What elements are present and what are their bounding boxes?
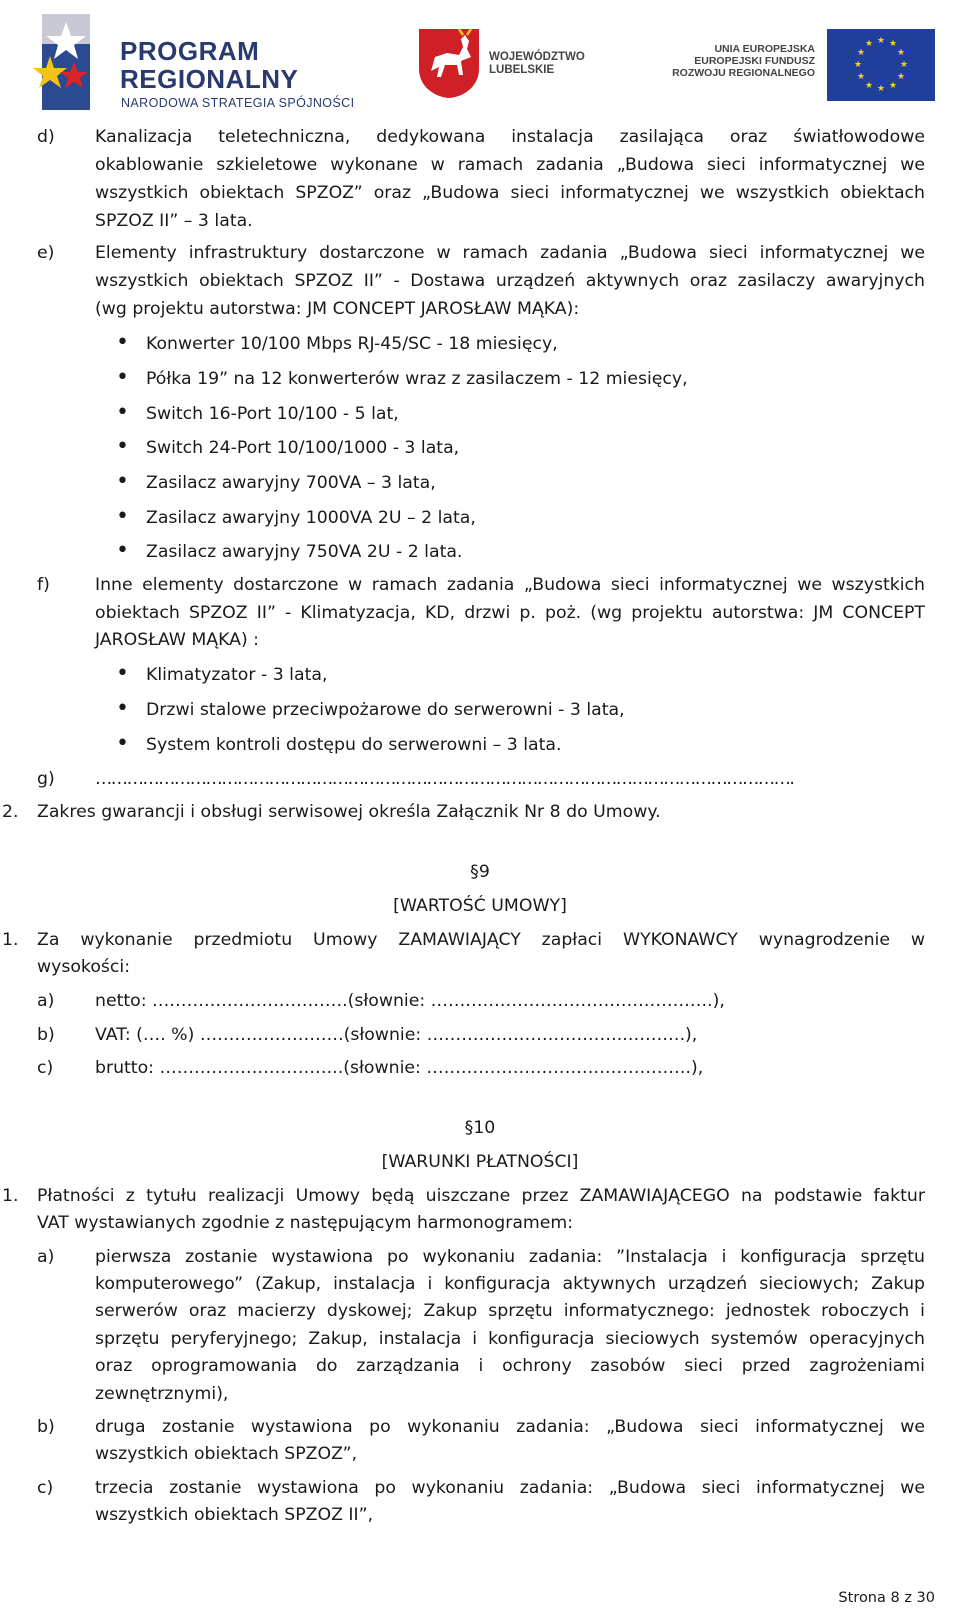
list-item-text: System kontroli dostępu do serwerowni – 3 lata. bbox=[146, 735, 562, 755]
s10-point-1-label: 1. bbox=[2, 1186, 19, 1206]
list-item-text: Drzwi stalowe przeciwpożarowe do serwerowni - 3 lata, bbox=[146, 700, 625, 720]
s10-item-a-line-2: komputerowego” (Zakup, instalacja i konfiguracja aktywnych urządzeń sieciowych; Zakup bbox=[95, 1274, 925, 1294]
section-10-title: [WARUNKI PŁATNOŚCI] bbox=[381, 1152, 579, 1172]
svg-text:★: ★ bbox=[856, 72, 866, 82]
item-d-label: d) bbox=[37, 127, 55, 147]
item-f-line-1: Inne elementy dostarczone w ramach zadania „Budowa sieci informatycznej we wszystkich bbox=[95, 575, 925, 595]
eu-logo bbox=[635, 25, 935, 105]
svg-text:★: ★ bbox=[896, 72, 906, 82]
item-g-label: g) bbox=[37, 769, 55, 789]
list-item-text: Klimatyzator - 3 lata, bbox=[146, 665, 328, 685]
item-d-line-2: okablowanie szkieletowe wykonane w ramach zadania „Budowa sieci informatycznej we bbox=[95, 155, 925, 175]
s9-point-1-label: 1. bbox=[2, 930, 19, 950]
star-emblem-icon bbox=[28, 8, 118, 112]
item-d-line-1: Kanalizacja teletechniczna, dedykowana instalacja zasilająca oraz światłowodowe bbox=[95, 127, 925, 147]
svg-text:★: ★ bbox=[896, 48, 906, 58]
coat-of-arms-icon bbox=[417, 27, 481, 99]
s10-item-c-label: c) bbox=[37, 1478, 54, 1498]
s10-item-b-line-1: druga zostanie wystawiona po wykonaniu zadania: „Budowa sieci informatycznej we bbox=[95, 1417, 925, 1437]
program-subtitle: NARODOWA STRATEGIA SPÓJNOŚCI bbox=[121, 96, 355, 110]
list-item-text: Półka 19” na 12 konwerterów wraz z zasilaczem - 12 miesięcy, bbox=[146, 369, 688, 389]
s9-netto-line: netto: …………………………….(słownie: ………………………………………….), bbox=[95, 991, 725, 1011]
ue-line2: EUROPEJSKI FUNDUSZ bbox=[694, 55, 815, 67]
s10-item-a-line-6: zewnętrznymi), bbox=[95, 1384, 229, 1404]
list-item-text: Zasilacz awaryjny 700VA – 3 lata, bbox=[146, 473, 436, 493]
wojewodztwo-lubelskie-logo bbox=[417, 27, 597, 102]
item-d-line-4: SPZOZ II” – 3 lata. bbox=[95, 211, 253, 231]
s9-point-1-line-2: wysokości: bbox=[37, 957, 131, 977]
s10-item-a-line-4: sprzętu peryferyjnego; Zakup, instalacja i konfiguracja sieciowych systemów operacyjnych bbox=[95, 1329, 925, 1349]
s10-item-b-line-2: wszystkich obiektach SPZOZ”, bbox=[95, 1444, 358, 1464]
s10-item-c-line-2: wszystkich obiektach SPZOZ II”, bbox=[95, 1505, 374, 1525]
section-9-number: §9 bbox=[470, 862, 490, 882]
list-item-text: Konwerter 10/100 Mbps RJ-45/SC - 18 miesięcy, bbox=[146, 334, 558, 354]
s10-item-a-line-5: oraz oprogramowania do zarządzania i ochrony zasobów sieci przed zagrożeniami bbox=[95, 1356, 925, 1376]
program-regionalny-logo bbox=[28, 8, 368, 112]
svg-text:★: ★ bbox=[876, 84, 886, 94]
svg-text:★: ★ bbox=[864, 81, 874, 91]
program-title-line1: PROGRAM bbox=[120, 36, 260, 66]
item-e-label: e) bbox=[37, 243, 55, 263]
eu-flag-icon bbox=[827, 29, 935, 101]
s9-point-1-line-1: Za wykonanie przedmiotu Umowy ZAMAWIAJĄCY zapłaci WYKONAWCY wynagrodzenie w bbox=[37, 930, 925, 950]
section-10-number: §10 bbox=[464, 1118, 496, 1138]
list-item-text: Switch 24-Port 10/100/1000 - 3 lata, bbox=[146, 438, 460, 458]
s10-point-1-line-1: Płatności z tytułu realizacji Umowy będą uiszczane przez ZAMAWIAJĄCEGO na podstawie faktur bbox=[37, 1186, 925, 1206]
svg-text:★: ★ bbox=[888, 39, 898, 49]
item-e-line-1: Elementy infrastruktury dostarczone w ramach zadania „Budowa sieci informatycznej we bbox=[95, 243, 925, 263]
s9-vat-line: VAT: (…. %) …………………….(słownie: ……………………………..……….), bbox=[95, 1025, 698, 1045]
s9-item-c-label: c) bbox=[37, 1058, 54, 1078]
s10-item-a-label: a) bbox=[37, 1247, 55, 1267]
svg-text:★: ★ bbox=[876, 36, 886, 46]
ue-line3: ROZWOJU REGIONALNEGO bbox=[672, 67, 815, 79]
svg-text:★: ★ bbox=[853, 60, 863, 70]
point-2-label: 2. bbox=[2, 802, 19, 822]
s9-item-a-label: a) bbox=[37, 991, 55, 1011]
item-f-line-3: JAROSŁAW MĄKA) : bbox=[95, 630, 260, 650]
s9-brutto-line: brutto: …………………………..(słownie: ……………………………………….), bbox=[95, 1058, 704, 1078]
point-2-text: Zakres gwarancji i obsługi serwisowej określa Załącznik Nr 8 do Umowy. bbox=[37, 802, 661, 822]
section-9-title: [WARTOŚĆ UMOWY] bbox=[393, 896, 567, 916]
item-g-placeholder: ……………………………………………………………………………………………………………………. bbox=[95, 769, 794, 789]
program-title-line2: REGIONALNY bbox=[120, 64, 299, 94]
s10-item-c-line-1: trzecia zostanie wystawiona po wykonaniu zadania: „Budowa sieci informatycznej we bbox=[95, 1478, 925, 1498]
svg-text:★: ★ bbox=[864, 39, 874, 49]
item-f-label: f) bbox=[37, 575, 50, 595]
header-logos bbox=[0, 0, 960, 115]
list-item-text: Zasilacz awaryjny 1000VA 2U – 2 lata, bbox=[146, 508, 476, 528]
item-f-line-2: obiektach SPZOZ II” - Klimatyzacja, KD, drzwi p. poż. (wg projektu autorstwa: JM CONCEPT bbox=[95, 603, 925, 623]
s9-item-b-label: b) bbox=[37, 1025, 55, 1045]
woj-line2: LUBELSKIE bbox=[489, 64, 555, 76]
item-e-line-2: wszystkich obiektach SPZOZ II” - Dostawa urządzeń aktywnych oraz zasilaczy awaryjnych bbox=[95, 271, 925, 291]
woj-line1: WOJEWÓDZTWO bbox=[489, 51, 585, 63]
s10-point-1-line-2: VAT wystawianych zgodnie z następującym harmonogramem: bbox=[37, 1213, 574, 1233]
item-d-line-3: wszystkich obiektach SPZOZ” oraz „Budowa sieci informatycznej we wszystkich obiektach bbox=[95, 183, 925, 203]
s10-item-b-label: b) bbox=[37, 1417, 55, 1437]
svg-text:★: ★ bbox=[856, 48, 866, 58]
s10-item-a-line-3: serwerów oraz macierzy dyskowej; Zakup sprzętu informatycznego: jednostek roboczych i bbox=[95, 1301, 925, 1321]
svg-text:★: ★ bbox=[888, 81, 898, 91]
ue-line1: UNIA EUROPEJSKA bbox=[714, 43, 815, 55]
s10-item-a-line-1: pierwsza zostanie wystawiona po wykonaniu zadania: ”Instalacja i konfiguracja sprzętu bbox=[95, 1247, 925, 1267]
item-e-line-3: (wg projektu autorstwa: JM CONCEPT JAROSŁAW MĄKA): bbox=[95, 299, 580, 319]
list-item-text: Zasilacz awaryjny 750VA 2U - 2 lata. bbox=[146, 542, 463, 562]
page-number: Strona 8 z 30 bbox=[838, 1590, 935, 1606]
svg-text:★: ★ bbox=[899, 60, 909, 70]
list-item-text: Switch 16-Port 10/100 - 5 lat, bbox=[146, 404, 399, 424]
